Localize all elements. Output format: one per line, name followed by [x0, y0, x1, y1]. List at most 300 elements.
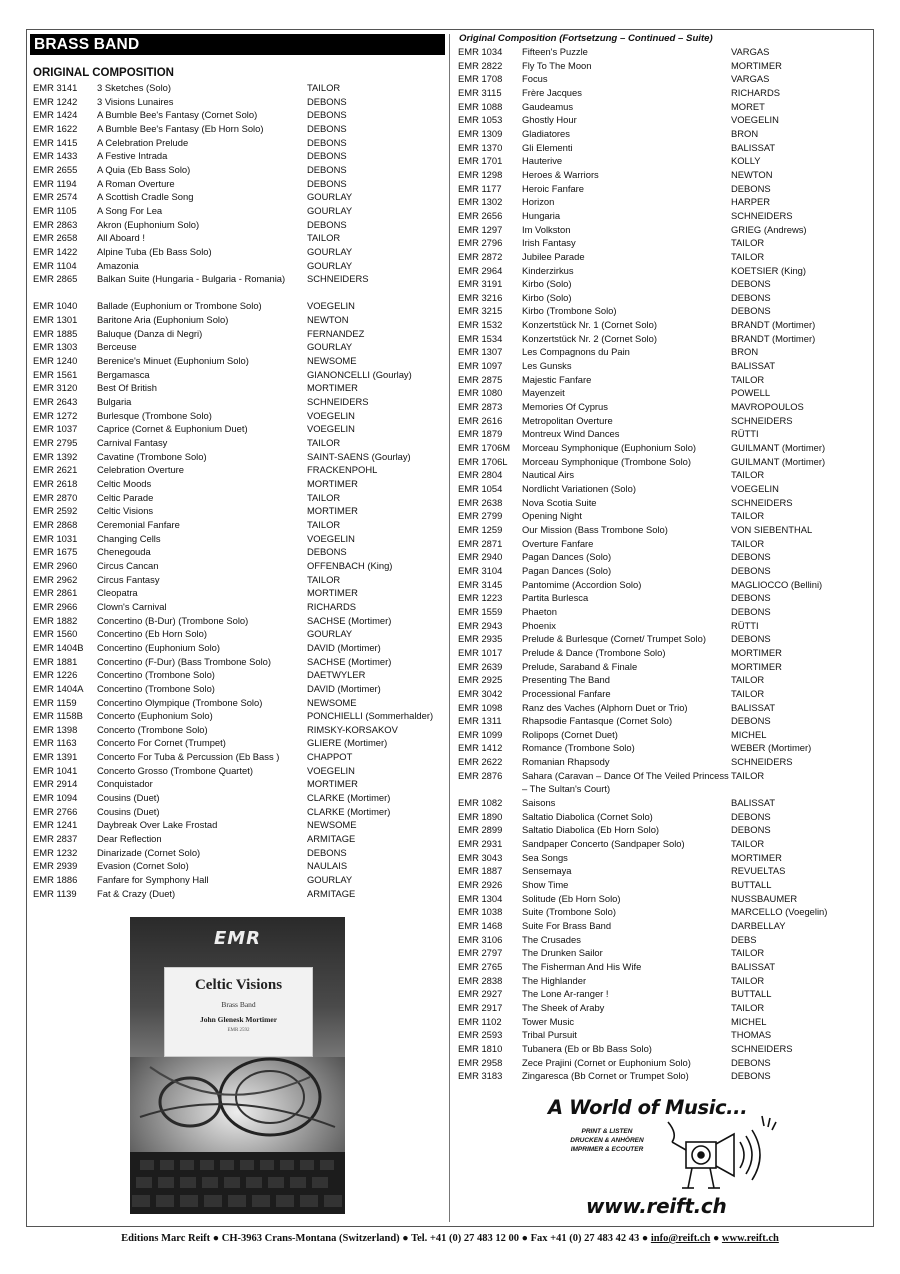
entry-composer: TAILOR	[731, 237, 765, 249]
entry-composer: RÜTTI	[731, 428, 759, 440]
entry-composer: ARMITAGE	[307, 833, 356, 845]
entry-composer: NEWTON	[731, 168, 773, 180]
entry-title: Heroic Fanfare	[522, 182, 585, 194]
entry-code: EMR 1810	[458, 1042, 503, 1054]
catalog-entry	[456, 660, 868, 674]
catalog-entry	[456, 441, 868, 455]
catalog-entry	[456, 755, 868, 769]
entry-composer: VARGAS	[731, 46, 770, 57]
catalog-entry	[456, 373, 868, 387]
entry-composer: VOEGELIN	[307, 409, 355, 421]
entry-code: EMR 1309	[458, 127, 503, 139]
entry-code: EMR 1887	[458, 865, 503, 877]
entry-code: EMR 1102	[458, 1015, 502, 1027]
catalog-entry	[456, 455, 868, 469]
entry-code: EMR 1104	[33, 259, 77, 271]
entry-title: Tribal Pursuit	[522, 1029, 577, 1041]
entry-code: EMR 1532	[458, 319, 503, 331]
entry-composer: GOURLAY	[307, 628, 353, 640]
entry-code: EMR 1879	[458, 428, 503, 440]
entry-code: EMR 1890	[458, 810, 503, 822]
entry-title: A Roman Overture	[97, 177, 175, 189]
entry-composer: DEBS	[731, 933, 757, 945]
entry-composer: RICHARDS	[731, 86, 780, 98]
emr-logo	[130, 917, 345, 959]
entry-composer: CLARKE (Mortimer)	[307, 805, 391, 817]
catalog-entry	[456, 960, 868, 974]
entry-title: Pagan Dances (Solo)	[522, 551, 612, 563]
catalog-entry	[456, 878, 868, 892]
entry-title: Changing Cells	[97, 532, 161, 544]
entry-title: The Sheek of Araby	[522, 1001, 605, 1013]
entry-code: EMR 1307	[458, 346, 503, 358]
entry-code: EMR 1094	[33, 792, 78, 804]
entry-code: EMR 1139	[33, 887, 77, 899]
catalog-entry	[30, 614, 445, 628]
entry-title: Sahara (Caravan – Dance Of The Veiled Princess – The Sultan's Court)	[522, 769, 729, 795]
entry-title: Solitude (Eb Horn Solo)	[522, 892, 621, 904]
entry-title: Concerto (Euphonium Solo)	[97, 710, 213, 722]
entry-title: 3 Visions Lunaires	[97, 95, 174, 107]
catalog-entry	[30, 586, 445, 600]
entry-composer: DEBONS	[307, 95, 347, 107]
catalog-entry	[30, 149, 445, 163]
entry-code: EMR 2656	[458, 209, 503, 221]
entry-code: EMR 1054	[458, 483, 503, 494]
entry-code: EMR 1232	[33, 846, 78, 858]
catalog-entry	[30, 859, 445, 873]
catalog-entry	[30, 81, 445, 95]
left-column	[30, 34, 445, 900]
entry-composer: RÜTTI	[731, 619, 759, 631]
catalog-entry	[456, 578, 868, 592]
entry-code: EMR 2925	[458, 674, 503, 686]
entry-composer: VOEGELIN	[307, 423, 355, 435]
catalog-entry	[456, 332, 868, 346]
entry-code: EMR 3104	[458, 564, 503, 576]
entry-title: Bergamasca	[97, 368, 150, 380]
entry-code: EMR 2940	[458, 551, 503, 563]
entry-title: Prelude, Saraband & Finale	[522, 660, 638, 672]
entry-composer: NEWTON	[307, 314, 349, 326]
entry-composer: TAILOR	[731, 974, 765, 986]
entry-title: Opening Night	[522, 510, 582, 522]
entry-code: EMR 3115	[458, 86, 502, 98]
entry-title: Baluque (Danza di Negri)	[97, 327, 203, 339]
entry-title: Ceremonial Fanfare	[97, 518, 180, 530]
entry-title: Concertino (Trombone Solo)	[97, 682, 215, 694]
entry-title: Sandpaper Concerto (Sandpaper Solo)	[522, 838, 685, 850]
entry-composer: TAILOR	[731, 250, 765, 262]
catalog-entry	[456, 386, 868, 400]
entry-code: EMR 2797	[458, 947, 503, 959]
catalog-entry	[30, 163, 445, 177]
catalog-entry	[456, 619, 868, 633]
entry-title: Romanian Rhapsody	[522, 756, 610, 768]
entry-title: Jubilee Parade	[522, 250, 585, 262]
entry-title: Tower Music	[522, 1015, 575, 1027]
entry-composer: MORTIMER	[307, 382, 358, 394]
entry-composer: MICHEL	[731, 1015, 767, 1027]
entry-composer: SCHNEIDERS	[731, 496, 793, 508]
catalog-entry	[30, 709, 445, 723]
entry-code: EMR 1701	[458, 155, 503, 167]
entry-code: EMR 1370	[458, 141, 503, 153]
entry-code: EMR 1311	[458, 715, 502, 727]
entry-code: EMR 2622	[458, 756, 503, 768]
entry-title: Metropolitan Overture	[522, 414, 613, 426]
entry-composer: NEWSOME	[307, 819, 357, 831]
entry-composer: RIMSKY-KORSAKOV	[307, 723, 398, 735]
entry-title: Burlesque (Trombone Solo)	[97, 409, 212, 421]
entry-title: Caprice (Cornet & Euphonium Duet)	[97, 423, 248, 435]
entry-code: EMR 2861	[33, 587, 78, 599]
entry-title: Kirbo (Solo)	[522, 278, 572, 290]
entry-title: All Aboard !	[97, 232, 145, 244]
entry-title: Overture Fanfare	[522, 537, 594, 549]
entry-title: Im Volkston	[522, 223, 571, 235]
entry-title: Concertino (Euphonium Solo)	[97, 641, 220, 653]
catalog-entry	[30, 409, 445, 423]
catalog-entry	[456, 1028, 868, 1042]
entry-composer: TAILOR	[731, 537, 765, 549]
entry-composer: BRON	[731, 127, 759, 139]
entry-title: Gaudeamus	[522, 100, 574, 112]
entry-title: Berenice's Minuet (Euphonium Solo)	[97, 355, 249, 367]
entry-code: EMR 1034	[458, 46, 503, 57]
catalog-entry	[456, 59, 868, 73]
catalog-entry	[30, 190, 445, 204]
catalog-entry	[30, 791, 445, 805]
entry-title: The Fisherman And His Wife	[522, 960, 642, 972]
entry-title: Les Gunsks	[522, 360, 572, 372]
entry-code: EMR 1881	[33, 655, 78, 667]
entry-code: EMR 2917	[458, 1001, 503, 1013]
entry-composer: TAILOR	[731, 469, 765, 481]
entry-composer: BRON	[731, 346, 759, 358]
catalog-entry	[30, 313, 445, 327]
entry-title: Kirbo (Trombone Solo)	[522, 305, 617, 317]
entry-code: EMR 1080	[458, 387, 503, 399]
speaker-mascot-icon	[658, 1112, 788, 1198]
catalog-entry	[456, 701, 868, 715]
catalog-entry	[456, 851, 868, 865]
catalog-entry	[456, 905, 868, 919]
entry-code: EMR 1392	[33, 450, 78, 462]
entry-composer: TAILOR	[731, 769, 765, 781]
entry-title: Suite For Brass Band	[522, 919, 612, 931]
entry-title: Our Mission (Bass Trombone Solo)	[522, 523, 668, 535]
entry-code: EMR 1241	[33, 819, 78, 831]
entry-code: EMR 2927	[458, 988, 503, 1000]
entry-code: EMR 1303	[33, 341, 78, 353]
entry-code: EMR 2960	[33, 559, 78, 571]
entry-title: Rhapsodie Fantasque (Cornet Solo)	[522, 715, 673, 727]
entry-composer: DEBONS	[307, 163, 347, 175]
entry-composer: SACHSE (Mortimer)	[307, 655, 392, 667]
entry-title: Celebration Overture	[97, 464, 185, 476]
entry-code: EMR 1404A	[33, 682, 84, 694]
entry-code: EMR 1404B	[33, 641, 84, 653]
entry-code: EMR 2655	[33, 163, 78, 175]
score-cover-image	[130, 917, 345, 1214]
footer-email-link[interactable]: info@reift.ch	[650, 1233, 711, 1244]
catalog-entry	[30, 846, 445, 860]
entry-title: Pantomime (Accordion Solo)	[522, 578, 642, 590]
catalog-entry	[456, 728, 868, 742]
catalog-entry	[456, 1015, 868, 1029]
catalog-list-right	[456, 45, 868, 1083]
promo-line-3: IMPRIMER & ECOUTER	[570, 1146, 644, 1153]
catalog-entry	[456, 823, 868, 837]
entry-composer: DAVID (Mortimer)	[307, 682, 381, 694]
entry-composer: CHAPPOT	[307, 751, 353, 763]
entry-title: 3 Sketches (Solo)	[97, 82, 171, 93]
entry-code: EMR 2871	[458, 537, 503, 549]
entry-composer: DEBONS	[731, 1070, 771, 1082]
cover-composer: John Glenesk Mortimer	[199, 1015, 278, 1024]
entry-composer: DEBONS	[307, 150, 347, 162]
entry-code: EMR 1159	[33, 696, 77, 708]
entry-title: Konzertstück Nr. 2 (Cornet Solo)	[522, 332, 657, 344]
entry-composer: MICHEL	[731, 728, 767, 740]
footer-separator: ●	[710, 1233, 722, 1244]
entry-code: EMR 2876	[458, 769, 503, 781]
entry-title: Kirbo (Solo)	[522, 291, 572, 303]
entry-composer: TAILOR	[731, 674, 765, 686]
entry-code: EMR 2868	[33, 518, 78, 530]
entry-composer: DEBONS	[731, 715, 771, 727]
catalog-entry	[30, 204, 445, 218]
entry-composer: VOEGELIN	[731, 483, 779, 494]
entry-composer: DAETWYLER	[307, 669, 366, 681]
cover-title: Celtic Visions	[194, 977, 283, 993]
entry-code: EMR 1272	[33, 409, 78, 421]
entry-composer: TAILOR	[307, 232, 341, 244]
entry-code: EMR 2943	[458, 619, 503, 631]
entry-composer: SCHNEIDERS	[307, 273, 369, 285]
entry-title: Chenegouda	[97, 546, 151, 558]
catalog-entry	[30, 668, 445, 682]
catalog-entry	[30, 532, 445, 546]
entry-title: Partita Burlesca	[522, 592, 589, 604]
entry-title: Hauterive	[522, 155, 563, 167]
catalog-entry	[456, 605, 868, 619]
catalog-entry	[30, 600, 445, 614]
entry-title: Concertino Olympique (Trombone Solo)	[97, 696, 263, 708]
catalog-entry	[30, 177, 445, 191]
catalog-entry	[456, 318, 868, 332]
entry-code: EMR 2766	[33, 805, 78, 817]
entry-code: EMR 1534	[458, 332, 503, 344]
entry-title: A Festive Intrada	[97, 150, 168, 162]
entry-code: EMR 2935	[458, 633, 503, 645]
entry-title: Cavatine (Trombone Solo)	[97, 450, 207, 462]
entry-composer: TAILOR	[307, 437, 341, 449]
entry-composer: MORTIMER	[731, 660, 782, 672]
entry-code: EMR 3145	[458, 578, 503, 590]
catalog-entry	[30, 627, 445, 641]
catalog-entry	[456, 482, 868, 496]
entry-code: EMR 3043	[458, 851, 503, 863]
entry-title: A Bumble Bee's Fantasy (Eb Horn Solo)	[97, 122, 264, 134]
entry-code: EMR 1098	[458, 701, 503, 713]
catalog-entry	[30, 887, 445, 901]
entry-code: EMR 3042	[458, 687, 503, 699]
entry-composer: VON SIEBENTHAL	[731, 523, 813, 535]
entry-title: Zece Prajini (Cornet or Euphonium Solo)	[522, 1056, 691, 1068]
catalog-entry	[456, 673, 868, 687]
catalog-entry	[30, 764, 445, 778]
entry-composer: NEWSOME	[307, 355, 357, 367]
entry-composer: REVUELTAS	[731, 865, 786, 877]
entry-code: EMR 3183	[458, 1070, 503, 1082]
entry-code: EMR 1194	[33, 177, 77, 189]
catalog-entry	[30, 450, 445, 464]
entry-composer: HARPER	[731, 196, 771, 208]
entry-composer: VARGAS	[731, 73, 770, 85]
entry-title: Ghostly Hour	[522, 114, 577, 126]
catalog-entry	[30, 736, 445, 750]
entry-title: Circus Fantasy	[97, 573, 160, 585]
entry-code: EMR 1038	[458, 906, 503, 918]
entry-title: Suite (Trombone Solo)	[522, 906, 616, 918]
entry-composer: GOURLAY	[307, 191, 353, 203]
catalog-entry	[30, 818, 445, 832]
section-banner: BRASS BAND	[30, 34, 445, 55]
catalog-entry	[456, 864, 868, 878]
entry-composer: MORTIMER	[731, 59, 782, 71]
catalog-entry	[30, 368, 445, 382]
entry-code: EMR 1422	[33, 245, 78, 257]
entry-title: Celtic Visions	[97, 505, 154, 517]
entry-title: Frère Jacques	[522, 86, 582, 98]
entry-code: EMR 3141	[33, 82, 78, 93]
entry-composer: GOURLAY	[307, 874, 353, 886]
entry-title: Bulgaria	[97, 396, 132, 408]
catalog-entry	[456, 277, 868, 291]
entry-composer: DAVID (Mortimer)	[307, 641, 381, 653]
entry-code: EMR 2822	[458, 59, 503, 71]
entry-composer: GRIEG (Andrews)	[731, 223, 807, 235]
entry-code: EMR 1082	[458, 797, 503, 809]
entry-composer: MORTIMER	[731, 646, 782, 658]
entry-title: Processional Fanfare	[522, 687, 611, 699]
catalog-entry	[456, 400, 868, 414]
entry-title: Phaeton	[522, 605, 557, 617]
catalog-entry	[456, 1042, 868, 1056]
catalog-entry	[30, 559, 445, 573]
cover-artwork	[130, 1057, 345, 1214]
catalog-entry	[30, 696, 445, 710]
entry-composer: THOMAS	[731, 1029, 772, 1041]
catalog-entry	[30, 750, 445, 764]
entry-code: EMR 2804	[458, 469, 503, 481]
catalog-entry	[456, 741, 868, 755]
catalog-entry	[456, 291, 868, 305]
emr-logo-mark: EMR	[213, 927, 262, 949]
entry-code: EMR 2962	[33, 573, 78, 585]
catalog-entry	[30, 655, 445, 669]
entry-title: Concertino (Eb Horn Solo)	[97, 628, 207, 640]
entry-title: Phoenix	[522, 619, 556, 631]
catalog-entry	[456, 209, 868, 223]
catalog-entry	[456, 523, 868, 537]
entry-title: Fifteen's Puzzle	[522, 46, 588, 57]
entry-code: EMR 1675	[33, 546, 78, 558]
entry-composer: POWELL	[731, 387, 771, 399]
cover-catalog-number: EMR 2592	[227, 1028, 250, 1033]
catalog-entry	[456, 987, 868, 1001]
catalog-entry	[456, 195, 868, 209]
entry-code: EMR 1706M	[458, 442, 511, 454]
catalog-entry	[456, 537, 868, 551]
entry-code: EMR 2863	[33, 218, 78, 230]
catalog-entry	[30, 340, 445, 354]
entry-title: Concertino (B-Dur) (Trombone Solo)	[97, 614, 249, 626]
promo-line-1: PRINT & LISTEN	[581, 1128, 633, 1135]
entry-composer: DEBONS	[731, 551, 771, 563]
entry-title: A Quia (Eb Bass Solo)	[97, 163, 191, 175]
entry-title: Presenting The Band	[522, 674, 610, 686]
entry-code: EMR 2966	[33, 600, 78, 612]
entry-code: EMR 1298	[458, 168, 503, 180]
catalog-entry	[456, 564, 868, 578]
entry-composer: GOURLAY	[307, 204, 353, 216]
promo-line-2: DRUCKEN & ANHÖREN	[570, 1137, 644, 1144]
entry-composer: SCHNEIDERS	[307, 396, 369, 408]
footer-website-link[interactable]: www.reift.ch	[721, 1233, 779, 1244]
entry-title: Carnival Fantasy	[97, 437, 168, 449]
entry-composer: BUTTALL	[731, 879, 772, 891]
catalog-entry	[456, 1069, 868, 1083]
catalog-entry	[30, 422, 445, 436]
entry-composer: WEBER (Mortimer)	[731, 742, 812, 754]
entry-title: Zingaresca (Bb Cornet or Trumpet Solo)	[522, 1070, 689, 1082]
entry-composer: VOEGELIN	[307, 300, 355, 312]
entry-composer: GIANONCELLI (Gourlay)	[307, 368, 412, 380]
entry-title: Horizon	[522, 196, 555, 208]
catalog-entry	[456, 509, 868, 523]
entry-code: EMR 2796	[458, 237, 503, 249]
catalog-entry	[30, 108, 445, 122]
entry-title: Cleopatra	[97, 587, 138, 599]
reift-promo-logo	[540, 1094, 790, 1220]
entry-code: EMR 2592	[33, 505, 78, 517]
entry-code: EMR 3191	[458, 278, 503, 290]
entry-title: Kinderzirkus	[522, 264, 574, 276]
entry-code: EMR 1177	[458, 182, 502, 194]
entry-code: EMR 2618	[33, 478, 78, 490]
entry-composer: BALISSAT	[731, 141, 776, 153]
catalog-entry	[456, 100, 868, 114]
entry-composer: GOURLAY	[307, 259, 353, 271]
catalog-entry	[456, 359, 868, 373]
continued-heading: Original Composition (Fortsetzung – Continued – Suite)	[459, 33, 713, 44]
cover-title-panel	[164, 967, 313, 1057]
catalog-entry	[30, 477, 445, 491]
entry-composer: MAGLIOCCO (Bellini)	[731, 578, 823, 590]
entry-composer: OFFENBACH (King)	[307, 559, 393, 571]
entry-composer: TAILOR	[307, 573, 341, 585]
entry-code: EMR 1706L	[458, 455, 508, 467]
entry-title: Montreux Wind Dances	[522, 428, 620, 440]
catalog-entry	[30, 873, 445, 887]
entry-composer: SAINT-SAENS (Gourlay)	[307, 450, 411, 462]
entry-title: Concerto Grosso (Trombone Quartet)	[97, 764, 253, 776]
entry-composer: BALISSAT	[731, 360, 776, 372]
entry-title: Focus	[522, 73, 548, 85]
